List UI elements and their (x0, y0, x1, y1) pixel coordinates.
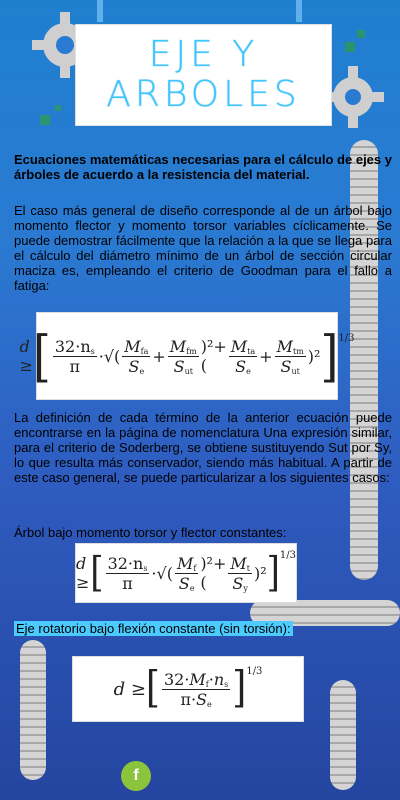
heading-case-2: Eje rotatorio bajo flexión constante (sin torsión): (16, 621, 291, 636)
title-box (75, 24, 332, 126)
formula-case-1: d ≥ [ $\frac{32\cdot n_s}{\pi}$ ·√( $\frac{M_f}{S_e}$ )²+( $\frac{M_t}{S_y}$ )² ] 1/3 (75, 543, 297, 603)
formula-goodman: d ≥ [ $\frac{32\cdot n_s}{\pi}$ ·√( $\frac{M_{fa}}{S_e}$ + $\frac{M_{fm}}{S_{ut}}$ )²+( $\frac{M_{ta}}{S_e}$ + $\frac{M_{tm}}{S_{ut}}$ )² ] 1/3 (36, 312, 338, 400)
paragraph: La definición de cada término de la anterior ecuación puede encontrarse en la página de nomenclatura Una expresión similar, para el criterio de Soderberg, se obtiene sustituyendo Sut por Sy, lo que resulta más conservador, siendo más habitual. A partir de este caso general, se puede particularizar a los siguientes casos: (14, 410, 392, 485)
decorative-pipe (20, 640, 46, 780)
paragraph: El caso más general de diseño corresponde al de un árbol bajo momento flector y momento torsor variables cíclicamente. Se puede demostrar fácilmente que la relación a la que se llega para el cálculo del diámetro mínimo de un árbol de sección circular maciza es, empleando el criterio de Goodman para el fallo a fatiga: (14, 203, 392, 293)
subtitle: Ecuaciones matemáticas necesarias para el cálculo de ejes y árboles de acuerdo a la resistencia del material. (14, 152, 392, 182)
title-line-2: ARBOLES (106, 74, 301, 115)
facebook-icon[interactable]: f (121, 761, 151, 791)
title-line-1: EJE Y (148, 34, 259, 75)
decorative-pipe (330, 680, 356, 790)
formula-case-2: d ≥ [ $\frac{32\cdot M_f\cdot n_s}{\pi\cdot S_e}$ ] 1/3 (72, 656, 304, 722)
heading-case-1: Árbol bajo momento torsor y flector constantes: (14, 525, 287, 540)
